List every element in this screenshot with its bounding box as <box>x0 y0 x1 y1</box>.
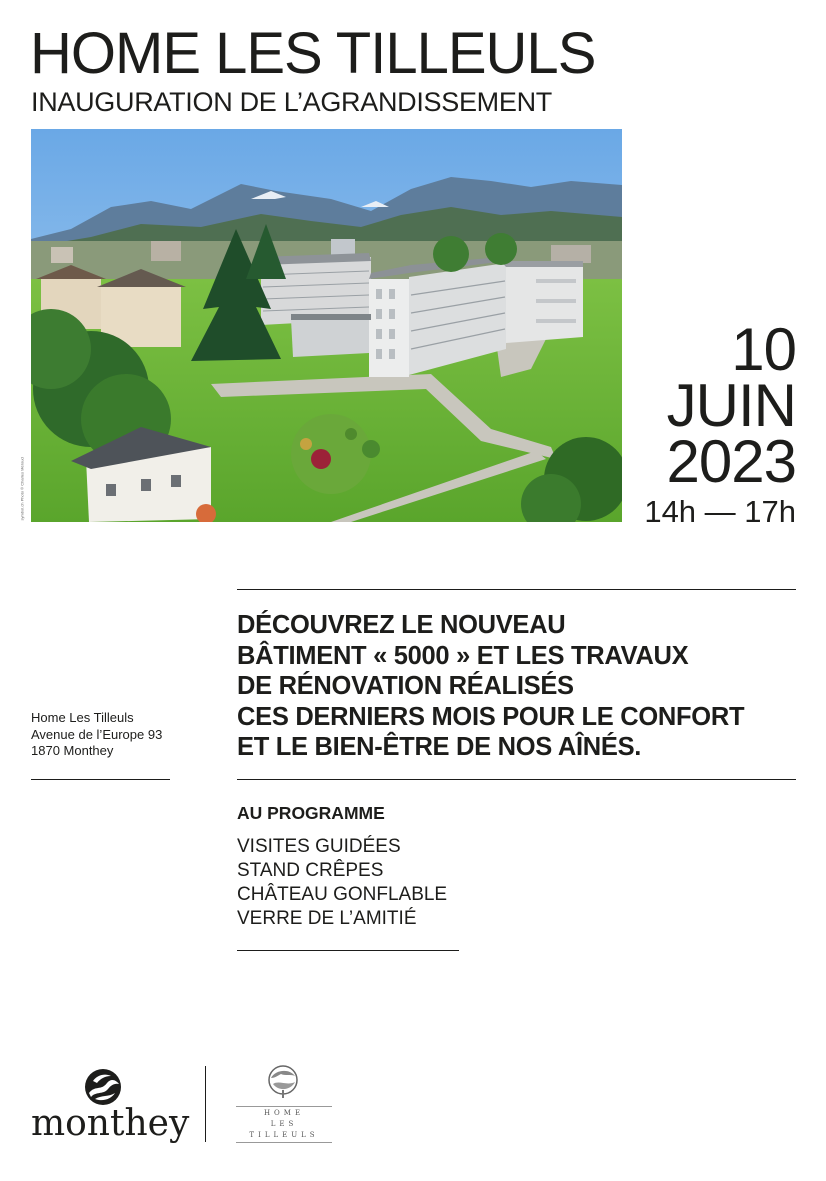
program-item: VERRE DE L’AMITIÉ <box>237 908 417 929</box>
divider <box>237 950 459 951</box>
address-line: Home Les Tilleuls <box>31 710 134 725</box>
address-line: 1870 Monthey <box>31 743 114 758</box>
home-les-tilleuls-logo <box>234 1064 334 1144</box>
headline-line: CES DERNIERS MOIS POUR LE CONFORT <box>237 702 745 731</box>
logo-divider <box>205 1066 206 1142</box>
building-photo <box>31 129 622 522</box>
program-item: VISITES GUIDÉES <box>237 836 401 857</box>
headline-line: DÉCOUVREZ LE NOUVEAU <box>237 611 566 639</box>
divider <box>237 589 796 590</box>
headline <box>237 610 797 763</box>
home-logo-line: TILLEULS <box>249 1131 319 1139</box>
event-day: 10 <box>731 316 796 383</box>
divider <box>237 779 796 780</box>
program-item: STAND CRÊPES <box>237 860 384 881</box>
monthey-logo <box>31 1067 190 1147</box>
photo-credit: symbol.ch Photo © Charles Méroud <box>19 457 25 521</box>
event-year: 2023 <box>666 428 796 495</box>
address-line: Avenue de l’Europe 93 <box>31 726 163 742</box>
monthey-emblem-icon <box>81 1067 125 1107</box>
poster-subtitle: INAUGURATION DE L’AGRANDISSEMENT <box>31 87 552 117</box>
monthey-wordmark: monthey <box>31 1103 190 1144</box>
home-logo-line: LES <box>270 1120 298 1128</box>
tree-emblem-icon <box>263 1064 303 1102</box>
address <box>31 710 162 760</box>
poster-title: HOME LES TILLEULS <box>30 21 596 86</box>
event-date <box>644 316 796 532</box>
program-list <box>237 835 447 931</box>
event-time: 14h — 17h <box>644 494 796 529</box>
program-item: CHÂTEAU GONFLABLE <box>237 884 448 905</box>
headline-line: DE RÉNOVATION RÉALISÉS <box>237 672 574 700</box>
home-logo-line: HOME <box>263 1109 305 1117</box>
divider <box>31 779 170 780</box>
headline-line: ET LE BIEN-ÊTRE DE NOS AÎNÉS. <box>237 733 642 761</box>
headline-line: BÂTIMENT « 5000 » ET LES TRAVAUX <box>237 641 689 670</box>
aerial-view-illustration <box>31 129 622 522</box>
program-title: AU PROGRAMME <box>237 803 385 823</box>
event-month: JUIN <box>666 372 796 439</box>
